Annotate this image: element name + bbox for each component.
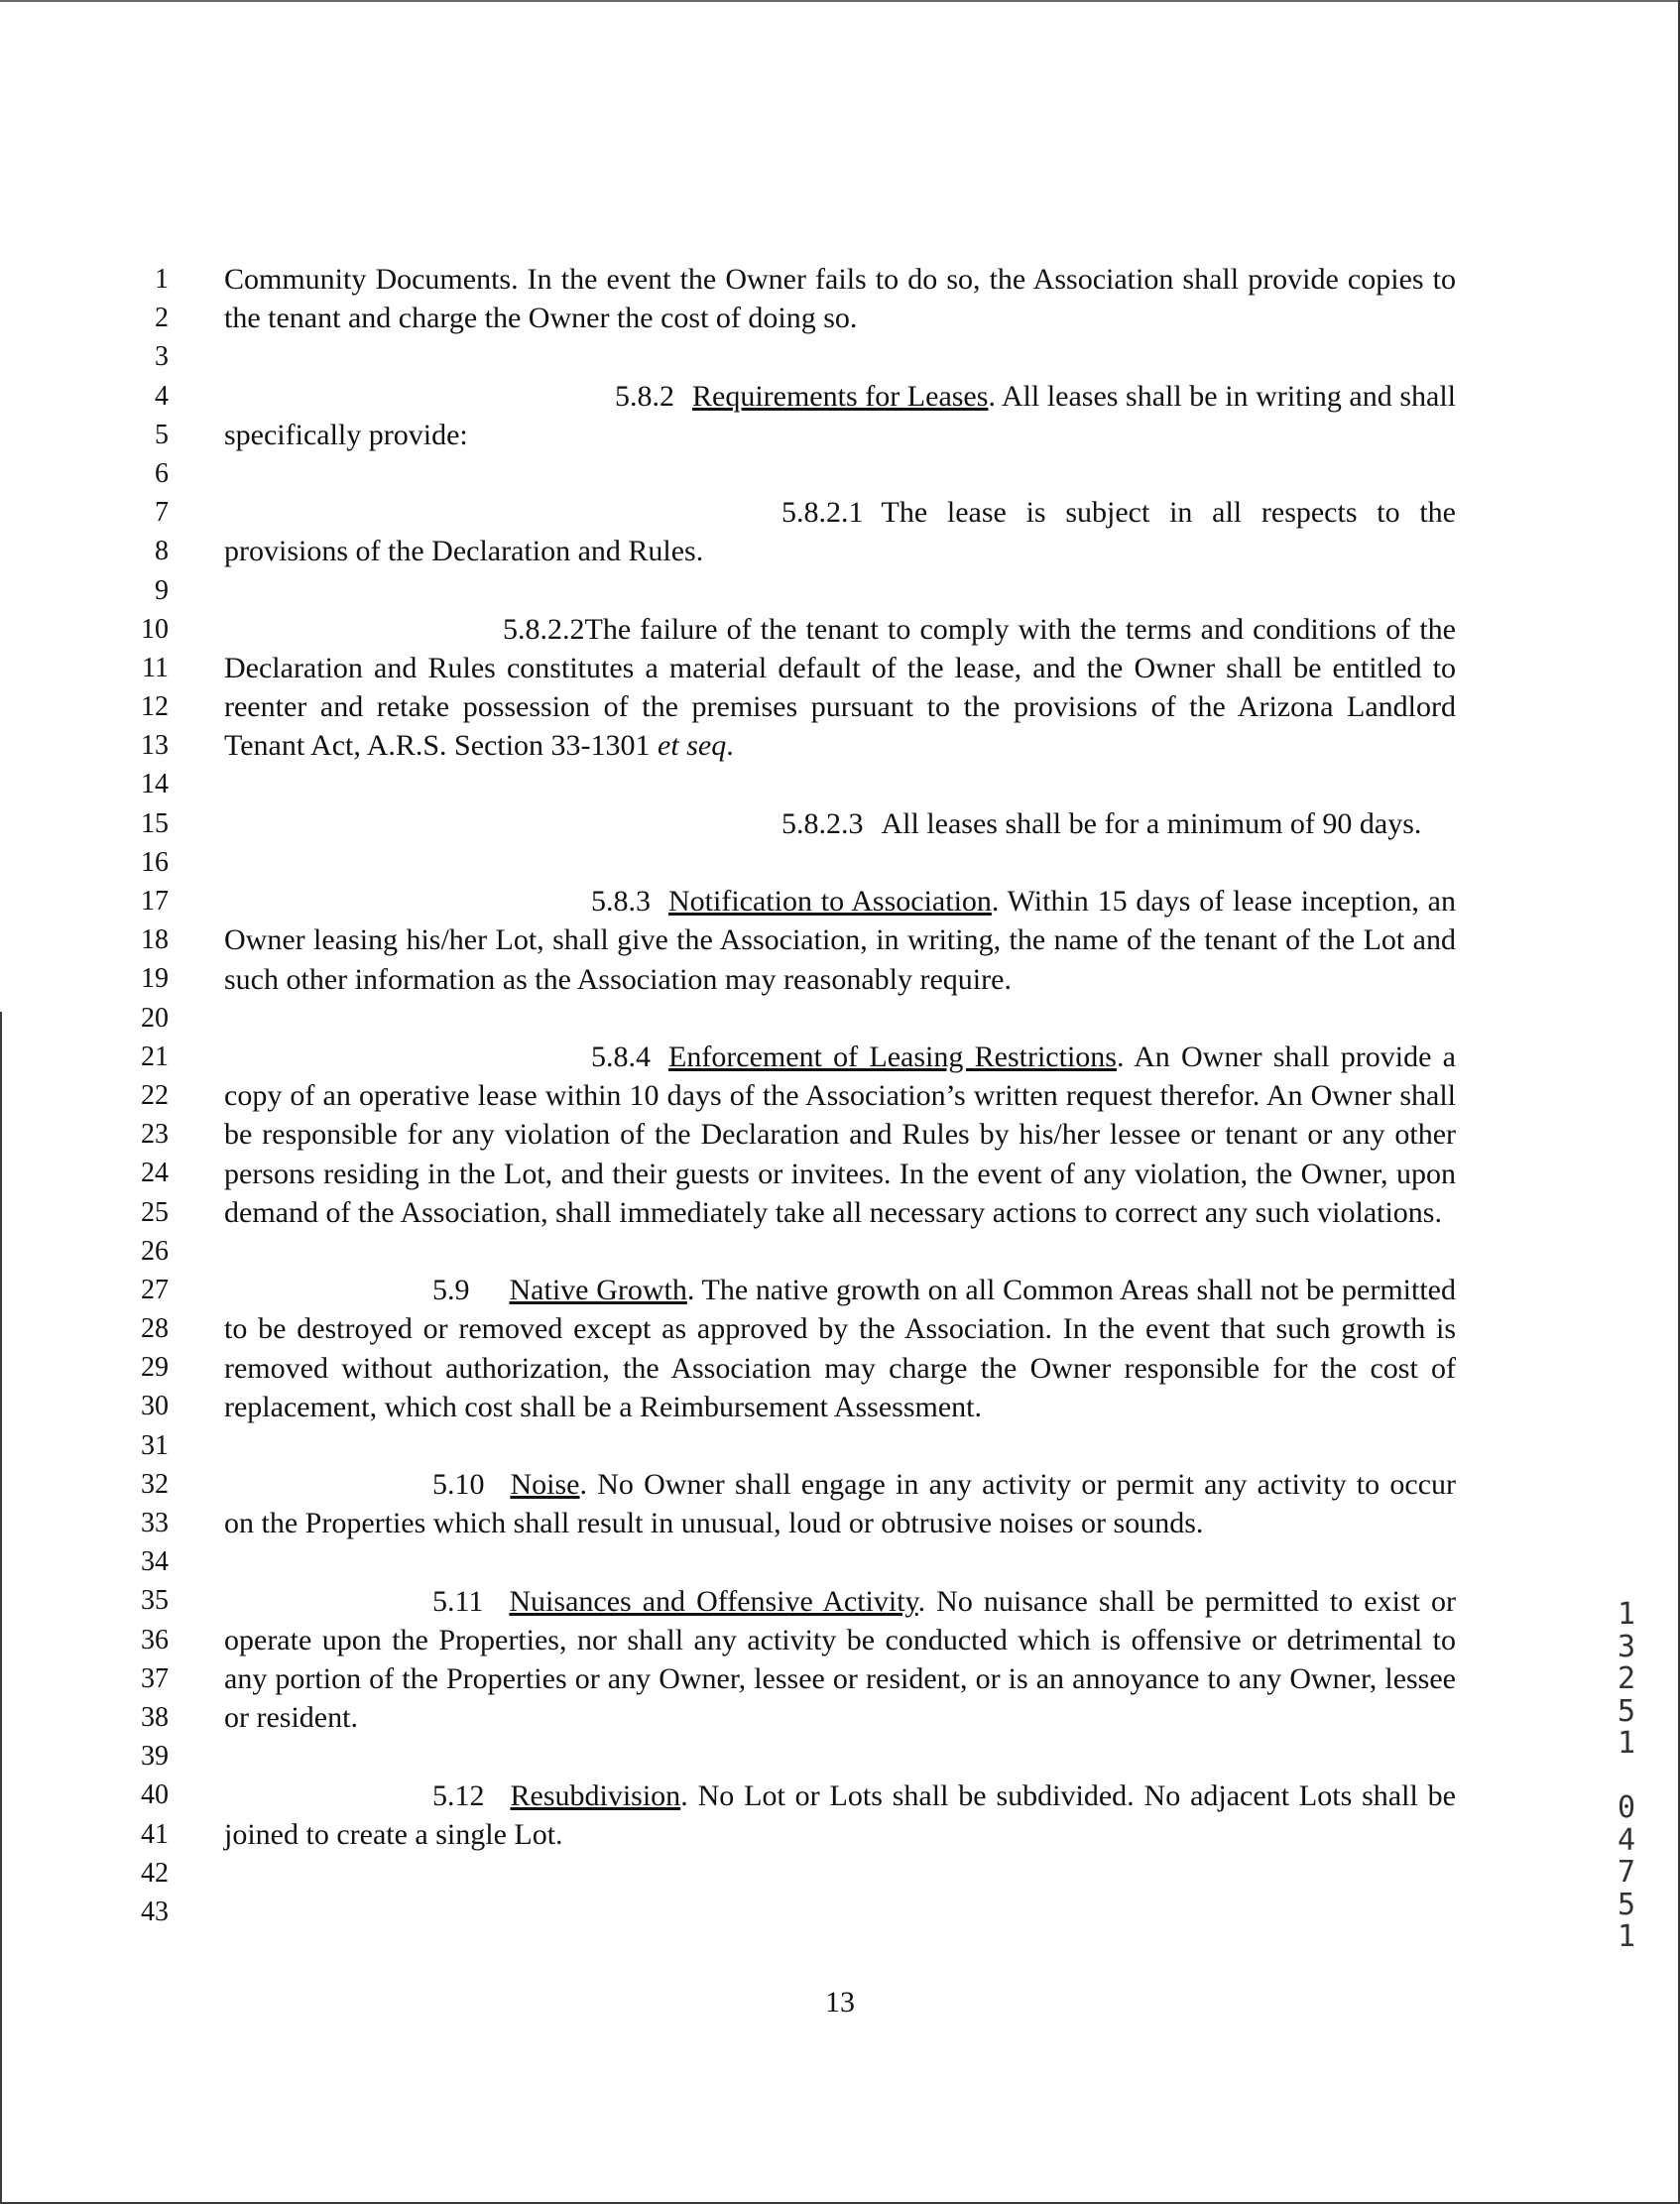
line-number: 40 — [141, 1779, 169, 1811]
section-text: . An Owner shall provide a copy of an operative lease within 10 days of the Association’s written request therefor. An Owner shall be responsible for any violation of the Declaration and Rules by his/her lessee or tenant or any other persons residing in the Lot, and their guests or invitees. In the event of any violation, the Owner, upon demand of the Association, shall immediately take all necessary actions to correct any such violations. — [224, 1040, 1456, 1229]
line-number: 28 — [141, 1313, 169, 1345]
line-number: 17 — [141, 886, 169, 917]
section-text: . No Owner shall engage in any activity or permit any activity to occur on the Properties which shall result in unusual, loud or obtrusive noises or sounds. — [224, 1468, 1456, 1540]
section-text: . Within 15 days of lease inception, an Owner leasing his/her Lot, shall give the Association, in writing, the name of the tenant of the Lot and such other information as the Association may reasonably require. — [224, 885, 1456, 996]
stamp-digit: 1 — [1617, 1597, 1636, 1632]
document-body — [224, 260, 1456, 1854]
line-number: 11 — [142, 652, 169, 683]
section-number: 5.8.2.3 — [781, 806, 864, 840]
line-number: 33 — [141, 1508, 169, 1538]
page-border-left — [0, 1012, 2, 2204]
recording-number-stamp — [1607, 1599, 1646, 1954]
line-number: 43 — [141, 1896, 169, 1927]
stamp-digit: 2 — [1617, 1661, 1636, 1696]
section-number: 5.10 — [432, 1468, 485, 1502]
section-heading: Enforcement of Leasing Restrictions — [668, 1040, 1117, 1073]
section-number: 5.11 — [432, 1584, 484, 1618]
line-number: 37 — [141, 1662, 169, 1694]
line-number: 16 — [141, 846, 169, 878]
stamp-digit: 3 — [1617, 1629, 1636, 1664]
line-number: 27 — [141, 1274, 169, 1305]
line-number: 21 — [141, 1041, 169, 1072]
section-number: 5.9 — [432, 1274, 470, 1307]
line-number: 24 — [141, 1158, 169, 1189]
line-number: 38 — [141, 1701, 169, 1733]
line-number: 34 — [141, 1546, 169, 1578]
line-number: 14 — [141, 769, 169, 800]
section-italic: et seq — [658, 729, 727, 763]
line-number: 12 — [141, 691, 169, 723]
stamp-digit: 7 — [1617, 1855, 1636, 1890]
section-5-8-4 — [224, 1038, 1456, 1232]
line-number: 31 — [141, 1429, 169, 1461]
line-number: 9 — [155, 574, 169, 606]
section-number: 5.12 — [432, 1778, 485, 1812]
line-number-column — [119, 260, 169, 1931]
section-text: . No nuisance shall be permitted to exist or operate upon the Properties, nor shall any activity be conducted which is offensive or detrimental to any portion of the Properties or any Owner, lessee or resident, or is an annoyance to any Owner, lessee or resident. — [224, 1584, 1457, 1735]
section-text: . All leases shall be in writing and shall specifically provide: — [224, 379, 1456, 451]
line-number: 25 — [141, 1196, 169, 1228]
line-number: 41 — [141, 1818, 169, 1850]
stamp-digit — [1607, 1761, 1646, 1793]
line-number: 3 — [155, 341, 169, 373]
section-heading: Nuisances and Offensive Activity — [509, 1584, 918, 1618]
section-5-10 — [224, 1465, 1456, 1542]
section-5-8-2 — [224, 377, 1456, 454]
line-number: 35 — [141, 1585, 169, 1617]
line-number: 39 — [141, 1741, 169, 1773]
section-5-8-2-1 — [224, 493, 1456, 570]
section-5-9 — [224, 1271, 1456, 1426]
line-number: 20 — [141, 1002, 169, 1034]
paragraph-community-documents: Community Documents. In the event the Owner fails to do so, the Association shall provide copies to the tenant and charge the Owner the cost of doing so. — [224, 263, 1456, 335]
section-5-8-2-2: 5.8.2.2The failure of the tenant to comply with the terms and conditions of the Declaration and Rules constitutes a material default of the lease, and the Owner shall be entitled to reenter and retake possession of the premises pursuant to the provisions of the Arizona Landlord Tenant Act, A.R.S. Section 33-1301 et seq. — [224, 612, 1456, 763]
section-5-12 — [224, 1776, 1456, 1854]
line-number: 2 — [155, 303, 169, 334]
line-number: 36 — [141, 1624, 169, 1655]
stamp-digit: 0 — [1617, 1790, 1636, 1825]
line-number: 4 — [155, 380, 169, 412]
line-number: 5 — [155, 419, 169, 450]
section-5-8-2-3 — [224, 804, 1456, 843]
line-number: 13 — [141, 730, 169, 762]
page-number: 13 — [825, 1986, 855, 2019]
section-5-11 — [224, 1582, 1456, 1738]
line-number: 7 — [155, 497, 169, 529]
line-number: 42 — [141, 1857, 169, 1889]
section-number: 5.8.2 — [615, 379, 674, 413]
line-number: 19 — [141, 963, 169, 995]
stamp-digit: 1 — [1617, 1726, 1636, 1761]
section-heading: Native Growth — [509, 1274, 687, 1307]
section-number: 5.8.4 — [591, 1040, 651, 1073]
line-number: 18 — [141, 924, 169, 956]
stamp-digit: 5 — [1617, 1887, 1636, 1922]
line-number: 30 — [141, 1391, 169, 1422]
section-heading: Notification to Association — [668, 885, 992, 918]
line-number: 10 — [141, 613, 169, 645]
page-border-top — [0, 0, 1680, 2]
section-number: 5.8.3 — [591, 885, 651, 918]
section-heading: Resubdivision — [510, 1778, 681, 1812]
section-number: 5.8.2.2 — [503, 612, 585, 646]
stamp-digit: 1 — [1617, 1919, 1636, 1954]
line-number: 1 — [155, 264, 169, 295]
section-text: . The native growth on all Common Areas shall not be permitted to be destroyed or removed except as approved by the Association. In the event that such growth is removed without authorization, the Association may charge the Owner responsible for the cost of replacement, which cost shall be a Reimbursement Assessment. — [224, 1274, 1456, 1423]
section-text: All leases shall be for a minimum of 90 days. — [881, 806, 1422, 840]
line-number: 26 — [141, 1235, 169, 1267]
section-5-8-3 — [224, 882, 1456, 999]
line-number: 15 — [141, 807, 169, 839]
section-number: 5.8.2.1 — [781, 496, 864, 530]
line-number: 32 — [141, 1468, 169, 1500]
section-text: The failure of the tenant to comply with the terms and conditions of the Declaration and Rules constitutes a material default of the lease, and the Owner shall be entitled to reenter and retake possession of the premises pursuant to the provisions of the Arizona Landlord Tenant Act, A.R.S. Section 33-1301 — [224, 612, 1456, 763]
section-text: . No Lot or Lots shall be subdivided. No adjacent Lots shall be joined to create a single Lot. — [224, 1778, 1456, 1851]
line-number: 23 — [141, 1119, 169, 1151]
section-text: The lease is subject in all respects to the provisions of the Declaration and Rules. — [224, 496, 1456, 568]
stamp-digit: 5 — [1617, 1693, 1636, 1729]
line-number: 8 — [155, 536, 169, 567]
line-number: 22 — [141, 1079, 169, 1111]
line-number: 29 — [141, 1352, 169, 1384]
section-heading: Requirements for Leases — [692, 379, 989, 413]
line-number: 6 — [155, 457, 169, 489]
section-heading: Noise — [510, 1468, 580, 1502]
stamp-digit: 4 — [1617, 1822, 1636, 1858]
